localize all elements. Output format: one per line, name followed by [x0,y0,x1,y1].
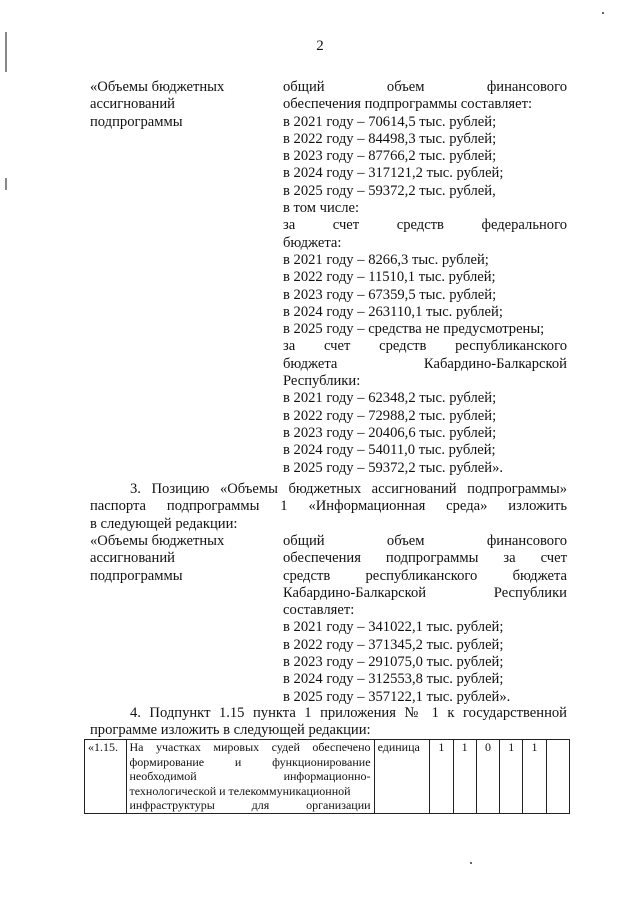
item4-line: программе изложить в следующей редакции: [90,722,371,739]
scan-margin-mark [5,178,7,190]
item3-line: в следующей редакции: [90,515,238,532]
block2-line: в 2024 году – 312553,8 тыс. рублей; [283,671,504,688]
block1-label-line: «Объемы бюджетных [90,79,225,95]
block2-line: в 2025 году – 357122,1 тыс. рублей». [283,688,511,705]
block1-line: в том числе: [283,200,360,217]
row-value-cell: 1 [523,740,546,814]
block1-line: обеспечения подпрограммы составляет: [283,96,533,113]
block1-label [90,79,270,131]
block1-line: в 2023 году – 20406,6 тыс. рублей; [283,424,497,441]
block1-line: бюджета Кабардино-Балкарской [283,355,567,372]
item4-paragraph [90,705,567,740]
item3-line: 3. Позицию «Объемы бюджетных ассигнований подпрограммы» [130,481,567,497]
row-value-cell: 0 [476,740,499,814]
row-value-cell [546,740,569,814]
description-line: На участках мировых судей обеспечено [129,740,371,754]
block2-line: средств республиканского бюджета [283,567,567,584]
block2-line: обеспечения подпрограммы за счет [283,550,567,567]
block1-line: бюджета: [283,234,342,251]
description-line: технологической и телекоммуникационной [129,783,351,798]
block2-label [90,533,270,585]
block2-line: Кабардино-Балкарской Республики [283,584,567,601]
block1-line: в 2023 году – 87766,2 тыс. рублей; [283,148,497,165]
block1-line: в 2023 году – 67359,5 тыс. рублей; [283,286,497,303]
row-description-cell [126,740,374,814]
block2-line: в 2021 году – 341022,1 тыс. рублей; [283,619,504,636]
block1-line: в 2021 году – 8266,3 тыс. рублей; [283,251,489,268]
block1-line: в 2022 году – 84498,3 тыс. рублей; [283,130,497,147]
row-value-cell: 1 [500,740,523,814]
block1-line: Республики: [283,373,361,390]
block2-label-line: подпрограммы [90,567,183,584]
row-value-cell: 1 [453,740,476,814]
block1-line: в 2025 году – 59372,2 тыс. рублей». [283,459,504,476]
block2-line: в 2023 году – 291075,0 тыс. рублей; [283,654,504,671]
scan-margin-mark [5,32,7,72]
table-row [85,740,570,814]
block2-line: общий объем финансового [283,533,567,549]
scan-dot [470,862,472,864]
block1-line: в 2025 году – 59372,2 тыс. рублей, [283,182,496,199]
block1-line: за счет средств федерального [283,217,567,234]
description-line: инфраструктуры для организации [129,798,371,813]
block1-line: в 2024 году – 54011,0 тыс. рублей; [283,442,496,459]
block1-line: в 2021 году – 70614,5 тыс. рублей; [283,113,497,130]
block1-line: в 2024 году – 263110,1 тыс. рублей; [283,303,503,320]
row-value-cell: 1 [430,740,453,814]
block1-line: за счет средств республиканского [283,338,567,355]
description-line: необходимой информационно- [129,769,371,784]
block1-line: в 2021 году – 62348,2 тыс. рублей; [283,390,497,407]
block1-content [283,79,567,477]
item3-paragraph [90,481,567,533]
item3-line: паспорта подпрограммы 1 «Информационная среда» изложить [90,498,567,515]
block1-label-line: ассигнований [90,96,175,113]
block2-label-line: ассигнований [90,550,175,567]
row-number-cell: «1.15. [85,740,127,814]
block2-line: в 2022 году – 371345,2 тыс. рублей; [283,636,504,653]
block1-line: в 2024 году – 317121,2 тыс. рублей; [283,165,504,182]
block1-line: в 2025 году – средства не предусмотрены; [283,321,545,338]
scan-dot [602,12,604,14]
block2-label-line: «Объемы бюджетных [90,533,225,549]
appendix-table [84,739,570,814]
block1-line: в 2022 году – 72988,2 тыс. рублей; [283,407,497,424]
block1-line: общий объем финансового [283,79,567,95]
page-number: 2 [316,38,324,54]
item4-line: 4. Подпункт 1.15 пункта 1 приложения № 1 к государственной [130,705,567,721]
row-unit-cell: единица [374,740,430,814]
block1-line: в 2022 году – 11510,1 тыс. рублей; [283,269,496,286]
block2-line: составляет: [283,602,355,619]
block2-content [283,533,567,706]
block1-label-line: подпрограммы [90,113,183,130]
description-line: формирование и функционирование [129,754,371,769]
